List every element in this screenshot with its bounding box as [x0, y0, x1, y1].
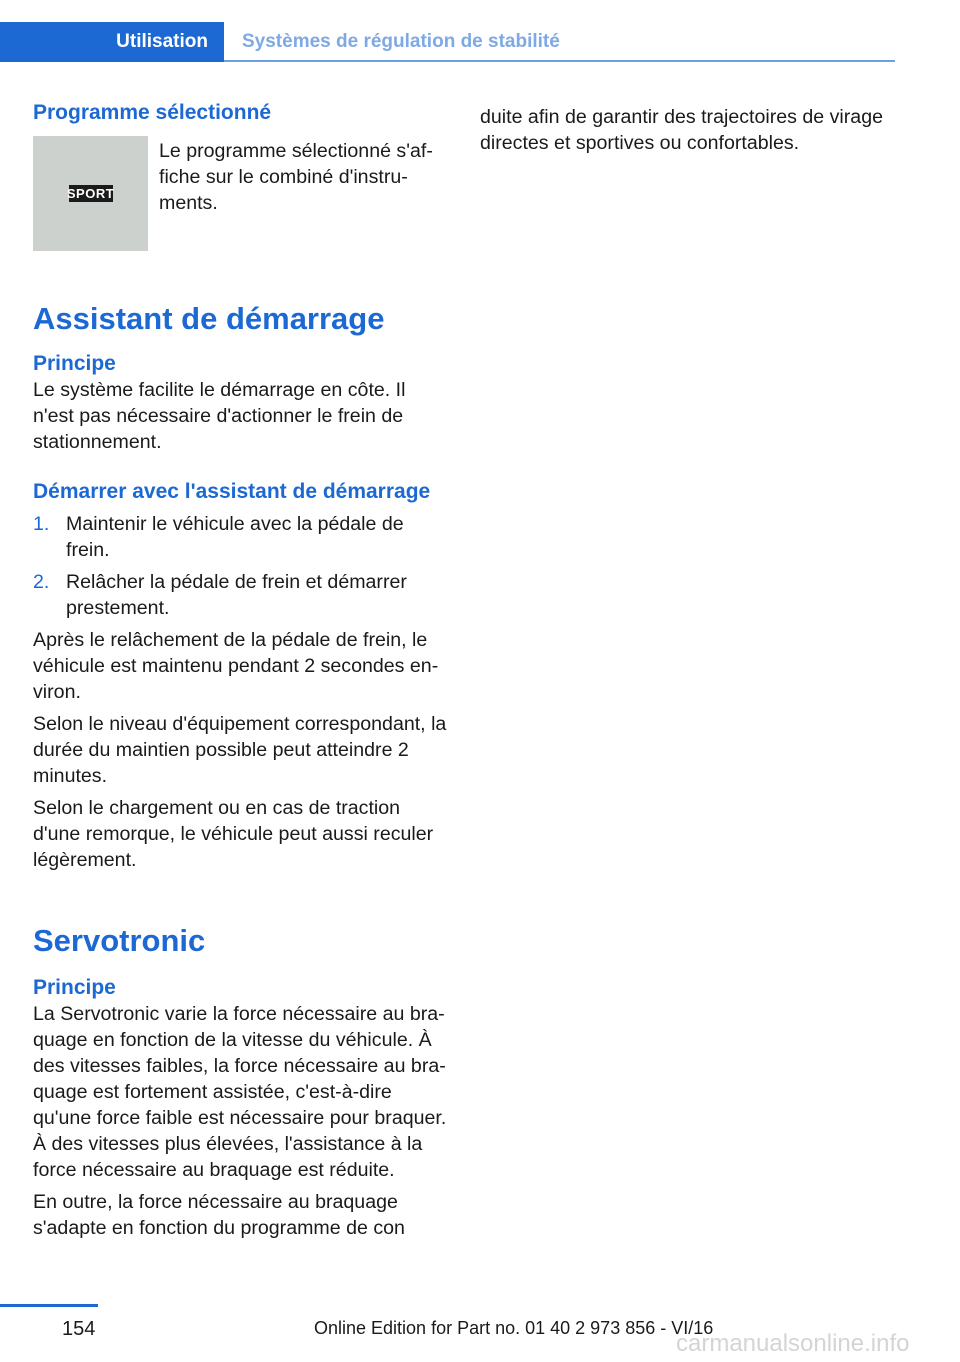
step-text: Maintenir le véhicule avec la pédale de frein.: [66, 513, 404, 561]
list-item: [33, 511, 448, 563]
left-column: [33, 100, 448, 1247]
right-column: [480, 104, 895, 162]
start-principle-text: Le système facilite le démarrage en côte. Il n'est pas nécessaire d'actionner le frein de stationnement.: [33, 379, 406, 453]
header-divider: [224, 60, 895, 62]
servotronic-principle-heading: Principe: [33, 976, 116, 999]
start-paragraph: Selon le chargement ou en cas de traction d'une remorque, le véhicule peut aussi reculer légèrement.: [33, 797, 434, 871]
servotronic-title: Servotronic: [33, 923, 206, 958]
servotronic-paragraph: En outre, la force nécessaire au braquage s'adapte en fonction du programme de con: [33, 1191, 405, 1239]
program-selected-heading: Programme sélectionné: [33, 101, 272, 124]
start-assistant-title: Assistant de démarrage: [33, 301, 385, 336]
page-header: [0, 0, 960, 62]
page-number: 154: [62, 1318, 96, 1340]
start-steps-list: [33, 511, 448, 621]
chapter-tab[interactable]: Utilisation: [0, 22, 224, 62]
edition-note: Online Edition for Part no. 01 40 2 973 856 - VI/16: [314, 1318, 714, 1338]
footer-divider: [0, 1304, 98, 1307]
sport-display-image: [33, 136, 148, 251]
program-selected-text: Le programme sélectionné s'affiche sur le combiné d'instruments.: [159, 140, 433, 214]
start-principle-heading: Principe: [33, 352, 116, 375]
start-with-assistant-heading: Démarrer avec l'assistant de démarrage: [33, 480, 431, 503]
step-number: 1.: [33, 513, 50, 535]
start-paragraph: Selon le niveau d'équipement correspondant, la durée du maintien possible peut atteindre 2 minutes.: [33, 713, 447, 787]
step-text: Relâcher la pédale de frein et démarrer prestement.: [66, 571, 407, 619]
servotronic-paragraph: La Servotronic varie la force nécessaire au braquage en fonction de la vitesse du véhicule. À des vitesses faibles, la force nécessaire au braquage est fortement assistée, c'est-à-dire qu'une force faible est nécessaire pour braquer. À des vitesses plus élevées, l'assistance à la force nécessaire au braquage est réduite.: [33, 1003, 447, 1181]
program-selected-block: [33, 136, 448, 251]
start-paragraph: Après le relâchement de la pédale de frein, le véhicule est maintenu pendant 2 secondes environ.: [33, 629, 439, 703]
step-number: 2.: [33, 571, 50, 593]
servotronic-continuation: duite afin de garantir des trajectoires de virage directes et sportives ou confortables.: [480, 106, 883, 154]
sport-badge-icon: SPORT: [66, 185, 115, 201]
watermark: carmanualsonline.info: [676, 1330, 910, 1357]
section-tab[interactable]: Systèmes de régulation de stabilité: [242, 31, 560, 52]
list-item: [33, 569, 448, 621]
